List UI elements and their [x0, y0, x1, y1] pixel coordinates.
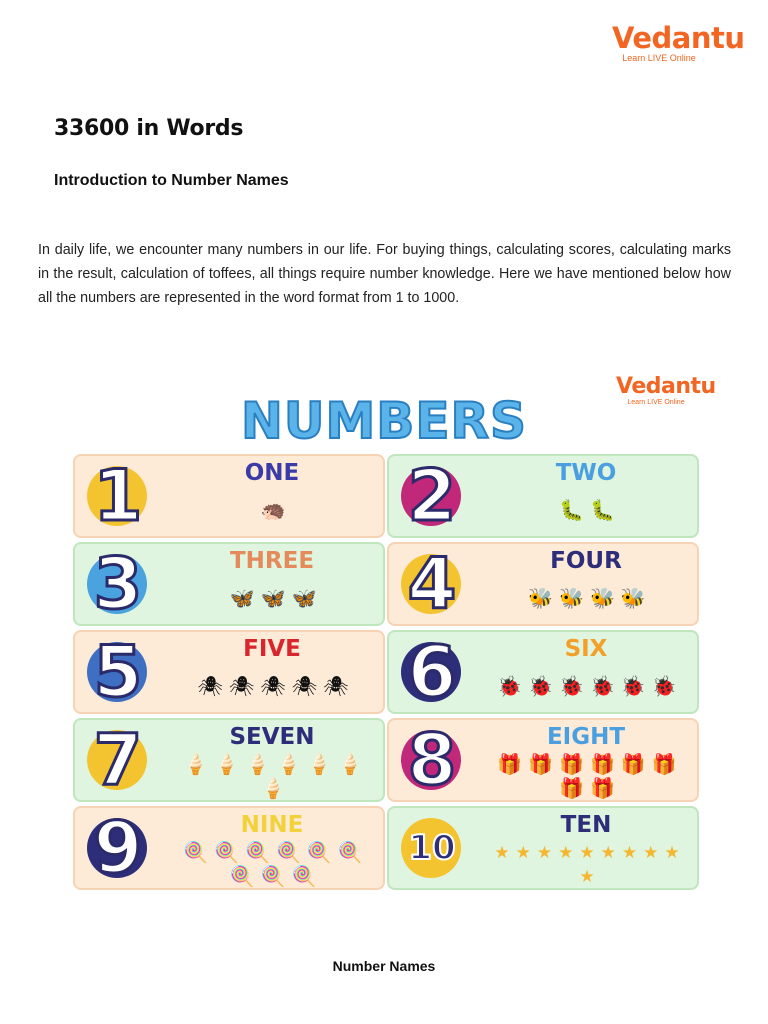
number-card-three [73, 542, 385, 626]
ice-cream-icon: 🍦 [183, 754, 209, 776]
counting-items [171, 842, 375, 888]
ladybug-icon: 🐞 [528, 676, 554, 698]
star-icon: ★ [558, 843, 574, 862]
star-icon: ★ [536, 843, 553, 862]
bee-icon: 🐝 [590, 588, 615, 610]
ladybug-icon: 🐞 [559, 676, 584, 698]
counting-items [171, 490, 375, 532]
ice-cream-icon: 🍦 [214, 754, 240, 776]
gift-icon: 🎁 [620, 754, 646, 776]
counting-items [171, 578, 375, 620]
lollipop-icon: 🍭 [245, 842, 270, 864]
counting-items [485, 666, 689, 708]
number-word: ONE [244, 460, 300, 486]
number-word: THREE [229, 548, 315, 574]
ice-cream-icon: 🍦 [306, 754, 332, 776]
spider-icon: 🕷 [197, 676, 223, 698]
ladybug-icon: 🐞 [497, 676, 523, 698]
vedantu-logo [612, 21, 745, 63]
spider-icon: 🕷 [291, 676, 318, 698]
hedgehog-icon: 🦔 [260, 500, 286, 522]
numeral: 1 [93, 455, 143, 537]
star-icon: ★ [579, 843, 595, 862]
number-word: FOUR [550, 548, 622, 574]
bee-icon: 🐝 [559, 588, 584, 610]
gift-icon: 🎁 [559, 754, 584, 776]
number-word: FIVE [243, 636, 301, 662]
number-word: EIGHT [546, 724, 626, 750]
number-word: SIX [564, 636, 608, 662]
number-card-nine [73, 806, 385, 890]
spider-icon: 🕷 [323, 676, 349, 698]
star-icon: ★ [600, 843, 616, 862]
ice-cream-icon: 🍦 [276, 754, 301, 776]
number-word: SEVEN [229, 724, 315, 750]
gift-icon: 🎁 [528, 754, 554, 776]
number-word: TWO [555, 460, 617, 486]
gift-icon: 🎁 [590, 754, 615, 776]
image-logo-wordmark: Vedantu [616, 374, 716, 399]
counting-items [485, 578, 689, 620]
star-icon: ★ [579, 867, 595, 886]
counting-items [171, 754, 375, 800]
star-icon: ★ [494, 843, 510, 862]
number-card-seven [73, 718, 385, 802]
counting-items [171, 666, 375, 708]
spider-icon: 🕷 [260, 676, 286, 698]
ice-cream-icon: 🍦 [245, 754, 270, 776]
number-card-six [387, 630, 699, 714]
intro-paragraph: In daily life, we encounter many numbers in our life. For buying things, calculating scores, calculating marks in the result, calculation of toffees, all things require number knowledge. Here we have mentioned below how all the numbers are represented in the word format from 1 to 1000. [38, 242, 731, 306]
star-icon: ★ [643, 843, 659, 862]
lollipop-icon: 🍭 [306, 842, 332, 864]
number-card-four [387, 542, 699, 626]
number-card-one [73, 454, 385, 538]
gift-icon: 🎁 [559, 778, 584, 800]
number-card-eight [387, 718, 699, 802]
gift-icon: 🎁 [590, 778, 615, 800]
numeral: 9 [93, 807, 143, 889]
lollipop-icon: 🍭 [260, 866, 286, 888]
bee-icon: 🐝 [620, 588, 646, 610]
lollipop-icon: 🍭 [183, 842, 209, 864]
spider-icon: 🕷 [228, 676, 255, 698]
numeral: 5 [93, 631, 143, 713]
gift-icon: 🎁 [651, 754, 677, 776]
ladybug-icon: 🐞 [651, 676, 677, 698]
number-word: NINE [240, 812, 304, 838]
section-heading: Introduction to Number Names [54, 172, 289, 189]
lollipop-icon: 🍭 [214, 842, 240, 864]
star-icon: ★ [621, 843, 638, 862]
caterpillar-icon: 🐛 [590, 500, 615, 522]
numeral: 10 [408, 828, 456, 868]
counting-items [485, 754, 689, 800]
counting-items [485, 490, 689, 532]
lollipop-icon: 🍭 [276, 842, 301, 864]
counting-items [485, 842, 689, 884]
butterfly-icon: 🦋 [260, 588, 286, 610]
numbers-heading: NUMBERS [241, 392, 527, 450]
numeral: 8 [407, 719, 457, 801]
star-icon: ★ [515, 843, 531, 862]
number-card-ten [387, 806, 699, 890]
figure-caption: Number Names [332, 958, 436, 974]
lollipop-icon: 🍭 [291, 866, 317, 888]
image-logo-tagline: Learn LIVE Online [627, 399, 685, 406]
ice-cream-icon: 🍦 [337, 754, 363, 776]
logo-wordmark: Vedantu [612, 21, 745, 55]
numeral: 7 [93, 719, 143, 801]
numeral: 2 [407, 455, 457, 537]
ice-cream-icon: 🍦 [260, 778, 286, 800]
numeral: 4 [407, 543, 457, 625]
page-title: 33600 in Words [54, 116, 244, 141]
lollipop-icon: 🍭 [337, 842, 363, 864]
lollipop-icon: 🍭 [229, 866, 255, 888]
caterpillar-icon: 🐛 [559, 500, 584, 522]
gift-icon: 🎁 [497, 754, 523, 776]
numeral: 3 [93, 543, 143, 625]
number-card-five [73, 630, 385, 714]
number-word: TEN [560, 812, 612, 838]
logo-tagline: Learn LIVE Online [622, 53, 696, 63]
butterfly-icon: 🦋 [229, 588, 255, 610]
ladybug-icon: 🐞 [590, 676, 615, 698]
star-icon: ★ [664, 843, 680, 862]
ladybug-icon: 🐞 [620, 676, 646, 698]
butterfly-icon: 🦋 [291, 588, 317, 610]
numeral: 6 [407, 631, 457, 713]
bee-icon: 🐝 [528, 588, 554, 610]
number-card-two [387, 454, 699, 538]
